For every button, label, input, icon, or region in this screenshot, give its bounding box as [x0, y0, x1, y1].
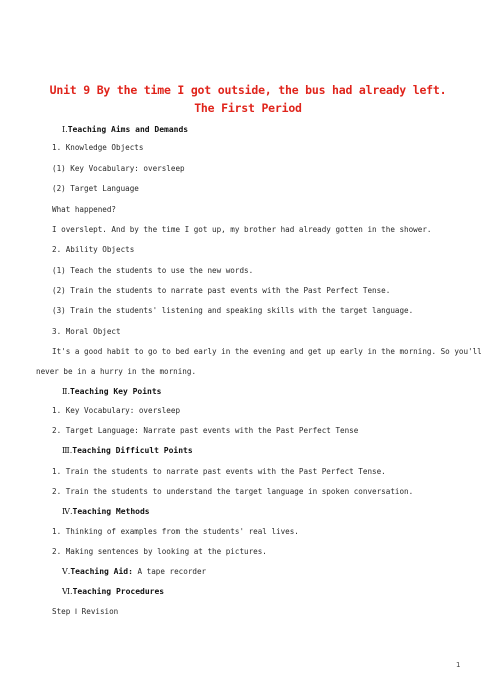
- body-line: 1. Train the students to narrate past events with the Past Perfect Tense.: [52, 467, 386, 476]
- body-line: (1) Teach the students to use the new words.: [52, 266, 254, 275]
- body-line: 1. Key Vocabulary: oversleep: [52, 406, 181, 415]
- body-line: 1. Knowledge Objects: [52, 143, 144, 152]
- body-line: never be in a hurry in the morning.: [36, 367, 197, 376]
- section-numeral: Ⅱ.: [62, 387, 70, 396]
- body-line: (3) Train the students' listening and speaking skills with the target language.: [52, 306, 414, 315]
- section-numeral: Ⅴ.: [62, 567, 71, 576]
- body-line: 1. Thinking of examples from the students' real lives.: [52, 527, 299, 536]
- body-line: 3. Moral Object: [52, 327, 121, 336]
- body-line: (1) Key Vocabulary: oversleep: [52, 164, 185, 173]
- body-line: 2. Train the students to understand the target language in spoken conversation.: [52, 487, 414, 496]
- body-line: 2. Making sentences by looking at the pictures.: [52, 547, 267, 556]
- section-numeral: Ⅵ.: [62, 587, 73, 596]
- section-heading-key-points: Ⅱ.Teaching Key Points: [62, 387, 162, 396]
- section-heading-aid: Ⅴ.Teaching Aid: A tape recorder: [62, 567, 207, 576]
- section-heading-procedures: Ⅵ.Teaching Procedures: [62, 587, 165, 596]
- body-line: (2) Target Language: [52, 184, 139, 193]
- section-heading-aims: Ⅰ.Teaching Aims and Demands: [62, 125, 189, 134]
- body-line: What happened?: [52, 205, 117, 214]
- body-line: 2. Ability Objects: [52, 245, 135, 254]
- unit-title: Unit 9 By the time I got outside, the bus had already left.: [49, 83, 447, 97]
- body-line: 2. Target Language: Narrate past events with the Past Perfect Tense: [52, 426, 359, 435]
- body-line: (2) Train the students to narrate past events with the Past Perfect Tense.: [52, 286, 391, 295]
- body-line: I overslept. And by the time I got up, my brother had already gotten in the shower.: [52, 225, 432, 234]
- section-numeral: Ⅲ.: [62, 446, 73, 455]
- section-numeral: Ⅰ.: [62, 125, 68, 134]
- page-number: 1: [456, 661, 461, 669]
- section-heading-methods: Ⅳ.Teaching Methods: [62, 507, 150, 516]
- period-title: The First Period: [194, 101, 302, 115]
- body-line: Step Ⅰ Revision: [52, 607, 119, 616]
- section-numeral: Ⅳ.: [62, 507, 73, 516]
- body-line: It's a good habit to go to bed early in the evening and get up early in the morning. So you'll: [52, 347, 482, 356]
- section-heading-difficult-points: Ⅲ.Teaching Difficult Points: [62, 446, 193, 455]
